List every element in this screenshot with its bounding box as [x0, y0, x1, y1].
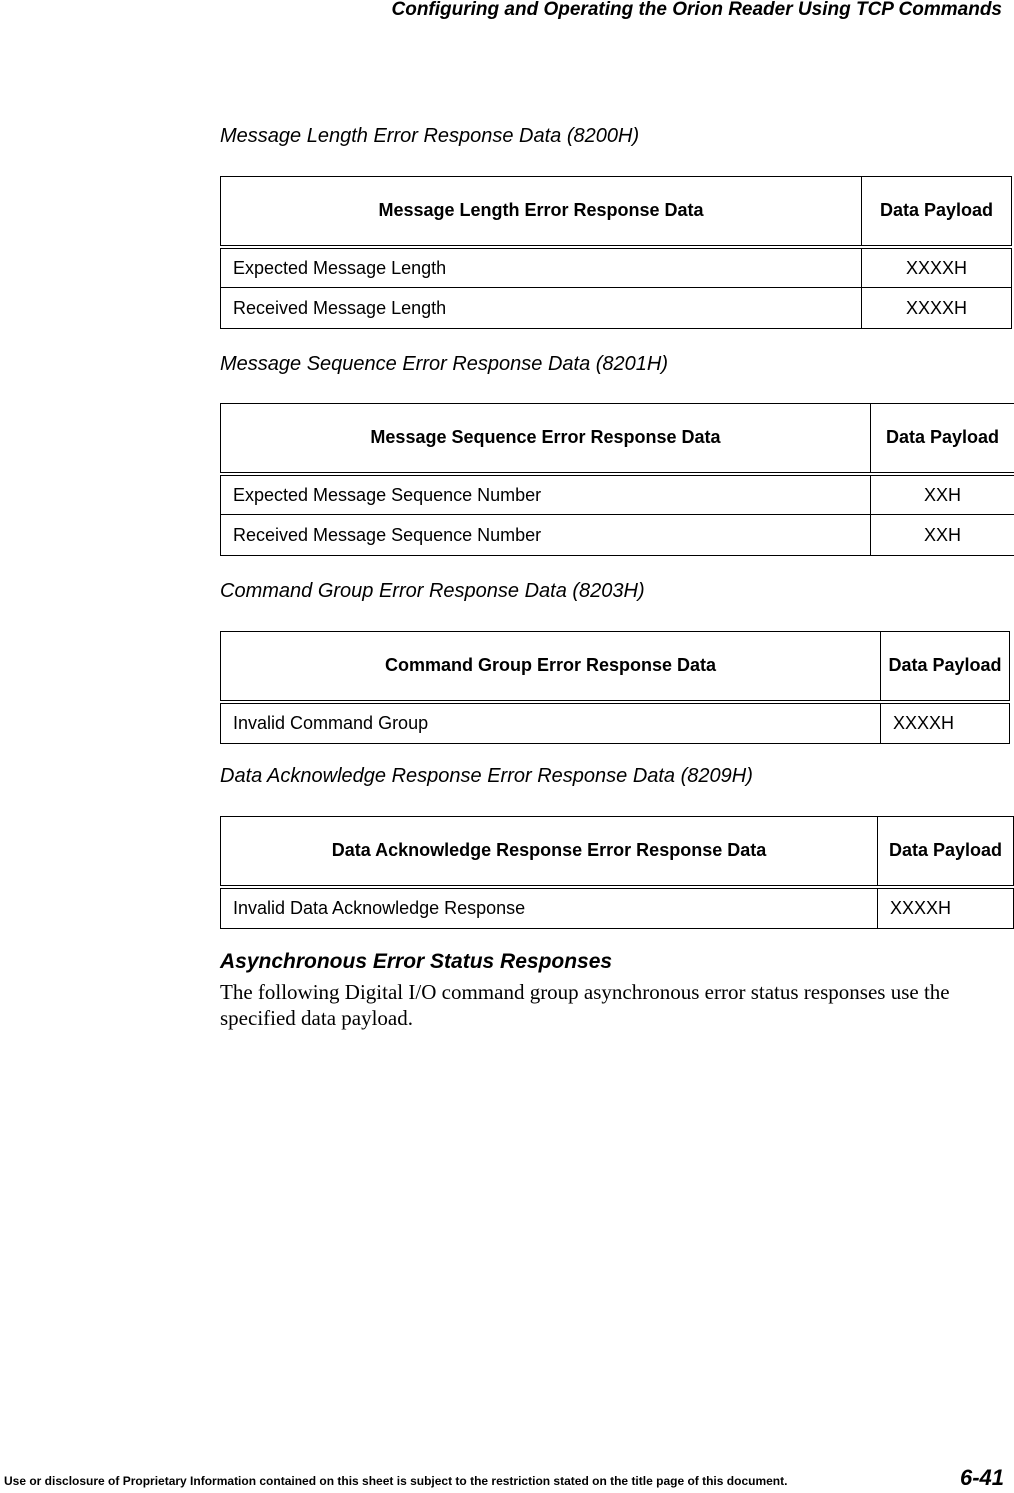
row-label: Expected Message Sequence Number	[221, 474, 871, 515]
table-message-length-error	[220, 176, 1012, 329]
section-heading: Asynchronous Error Status Responses	[220, 950, 613, 973]
table-caption-message-length: Message Length Error Response Data (8200H)	[220, 125, 640, 147]
column-header-payload: Data Payload	[878, 817, 1014, 887]
table-row	[221, 515, 1014, 556]
row-payload: XXXXH	[881, 702, 1010, 744]
row-label: Expected Message Length	[221, 247, 862, 288]
column-header-payload: Data Payload	[871, 404, 1014, 474]
row-payload: XXH	[871, 515, 1014, 556]
running-header: Configuring and Operating the Orion Reader Using TCP Commands	[391, 0, 1002, 20]
table-row	[221, 288, 1012, 329]
table-header-row	[221, 817, 1014, 887]
row-label: Received Message Length	[221, 288, 862, 329]
table-command-group-error	[220, 631, 1010, 744]
row-label: Invalid Data Acknowledge Response	[221, 887, 878, 929]
table-row	[221, 247, 1012, 288]
table-row	[221, 887, 1014, 929]
table-message-sequence-error	[220, 403, 1014, 556]
table-caption-command-group: Command Group Error Response Data (8203H)	[220, 580, 645, 602]
column-header-description: Message Sequence Error Response Data	[221, 404, 871, 474]
table-header-row	[221, 404, 1014, 474]
row-payload: XXXXH	[862, 247, 1012, 288]
row-payload: XXXXH	[862, 288, 1012, 329]
page-number: 6-41	[959, 1465, 1004, 1490]
table-data-acknowledge-error	[220, 816, 1014, 929]
column-header-description: Message Length Error Response Data	[221, 177, 862, 247]
row-payload: XXXXH	[878, 887, 1014, 929]
table-row	[221, 474, 1014, 515]
column-header-payload: Data Payload	[881, 632, 1010, 702]
column-header-payload: Data Payload	[862, 177, 1012, 247]
column-header-description: Command Group Error Response Data	[221, 632, 881, 702]
table-caption-message-sequence: Message Sequence Error Response Data (8201H)	[220, 353, 669, 375]
row-payload: XXH	[871, 474, 1014, 515]
footer-proprietary-notice: Use or disclosure of Proprietary Information contained on this sheet is subject to the restriction stated on the title page of this document.	[4, 1474, 788, 1488]
body-paragraph: The following Digital I/O command group asynchronous error status responses use the specified data payload.	[220, 980, 950, 1030]
row-label: Invalid Command Group	[221, 702, 881, 744]
table-header-row	[221, 177, 1012, 247]
column-header-description: Data Acknowledge Response Error Response Data	[221, 817, 878, 887]
table-header-row	[221, 632, 1010, 702]
row-label: Received Message Sequence Number	[221, 515, 871, 556]
table-row	[221, 702, 1010, 744]
table-caption-data-acknowledge: Data Acknowledge Response Error Response Data (8209H)	[220, 765, 753, 787]
